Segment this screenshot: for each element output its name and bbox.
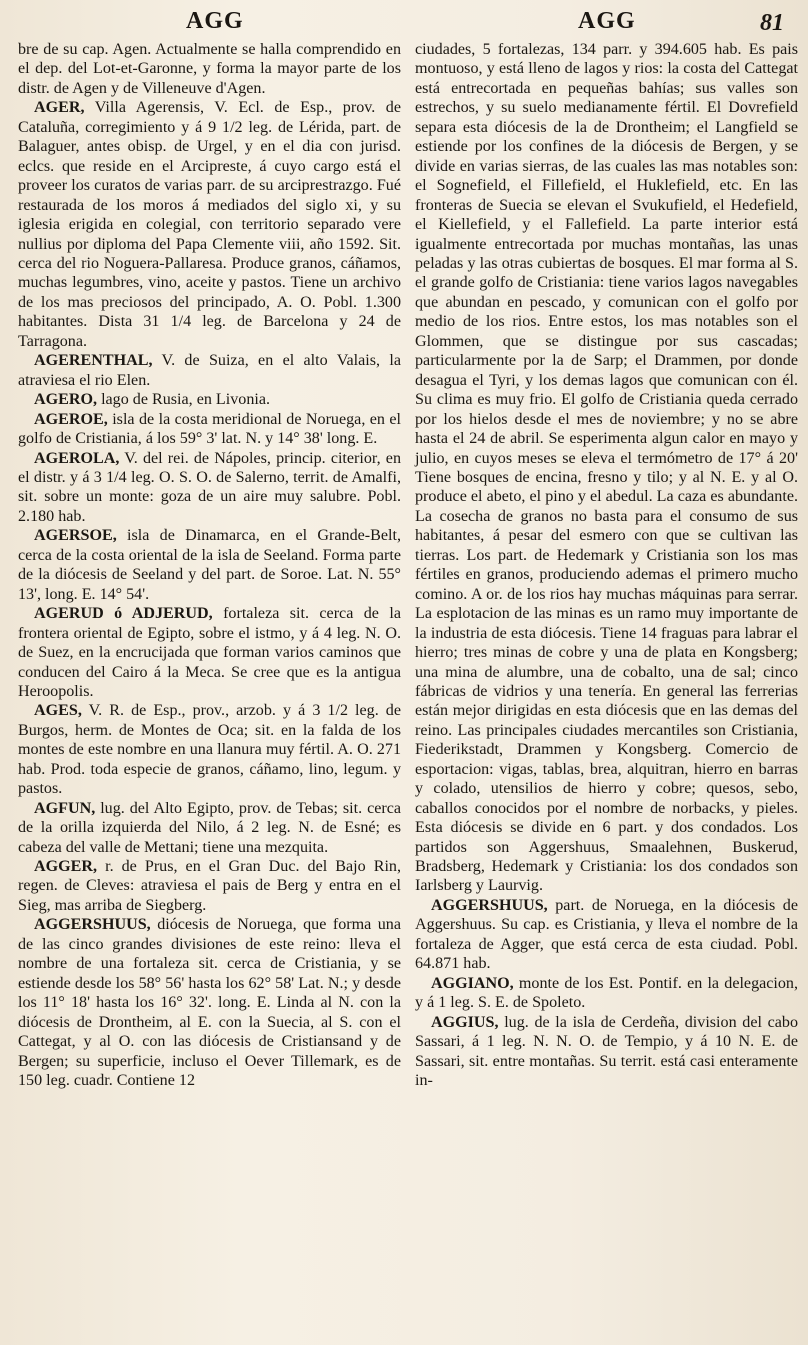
entry-headword: AGGIANO, (431, 974, 514, 992)
entry-headword: AGGERSHUUS, (34, 916, 151, 934)
entry-text: monte de los Est. Pontif. en la delegacion, y á 1 leg. S. E. de Spoleto. (415, 974, 798, 1012)
entry-headword: AGER, (34, 99, 85, 117)
entry-text: bre de su cap. Agen. Actualmente se halla comprendido en el dep. del Lot-et-Garonne, y forma la mayor parte de los distr. de Agen y de Villeneuve d'Agen. (18, 41, 401, 97)
entry-text: V. de Suiza, en el alto Valais, la atraviesa el rio Elen. (18, 352, 401, 389)
entry-headword: AGERUD ó ADJERUD, (34, 605, 213, 623)
entry-text: diócesis de Noruega, que forma una de las cinco grandes divisiones de este reino: lleva el nombre de una fortaleza sit. cerca de Cristiania, y se estiende desde los 58° 56' hasta los 62° 58' Lat. N.; y desde los 11° 18' hasta los 16° 32'. long. E. Linda al N. con la diócesis de Drontheim, al E. con la Suecia, al S. con el Cattegat, y al O. con las diócesis de Cristiansand y de Bergen; su superficie, incluso el Oever Tillemark, es de 150 leg. cuadr. Contiene 12 (18, 916, 401, 1090)
entry-continuation (415, 40, 798, 896)
entry-headword: AGERENTHAL, (34, 352, 153, 370)
entry-text: isla de Dinamarca, en el Grande-Belt, cerca de la costa oriental de la isla de Seeland. Forma parte de la diócesis de Seeland y del part. de Soroe. Lat. N. 55° 13', long. E. 14° 54'. (18, 527, 401, 603)
entry-headword: AGERO, (34, 391, 98, 409)
entry-text: Villa Agerensis, V. Ecl. de Esp., prov. de Cataluña, corregimiento y á 9 1/2 leg. de Lérida, part. de Balaguer, antes obisp. de Urgel, y en el dia con jurisd. eclcs. que reside en el Arcipreste, á cuyo cargo está el proveer los curatos de varias parr. de su arciprestrazgo. Fué restaurada de los moros á mediados del siglo xi, y su iglesia erigida en colegial, con territorio separado vere nullius por diploma del Papa Clemente viii, año 1592. Sit. cerca del rio Noguera-Pallaresa. Produce granos, cáñamos, muchas legumbres, vino, aceite y pastos. Tiene un archivo de los mas preciosos del principado, A. O. Pobl. 1.300 habitantes. Dista 31 1/4 leg. de Barcelona y 24 de Tarragona. (18, 99, 401, 350)
running-head-left: AGG (186, 8, 244, 34)
dictionary-entry (18, 915, 401, 1090)
dictionary-entry (18, 857, 401, 915)
dictionary-entry (18, 351, 401, 390)
dictionary-entry (18, 98, 401, 351)
entry-headword: AGEROLA, (34, 449, 120, 467)
entry-text: r. de Prus, en el Gran Duc. del Bajo Rin, regen. de Cleves: atraviesa el pais de Berg y entra en el Sieg, mas arriba de Siegberg. (18, 858, 401, 914)
entry-continuation (18, 40, 401, 98)
entry-text: fortaleza sit. cerca de la frontera oriental de Egipto, sobre el istmo, y á 4 leg. N. O. de Suez, en la encrucijada que forman varios caminos que conducen del Cairo á la Meca. Se cree que es la antigua Heroopolis. (18, 605, 401, 700)
dictionary-entry (415, 974, 798, 1013)
dictionary-entry (18, 799, 401, 857)
entry-headword: AGES, (34, 702, 82, 720)
entry-text: lago de Rusia, en Livonia. (97, 391, 271, 409)
entry-headword: AGFUN, (34, 799, 96, 817)
dictionary-entry (18, 701, 401, 798)
dictionary-entry (415, 896, 798, 974)
dictionary-entry (18, 604, 401, 701)
page-header (18, 6, 798, 40)
entry-headword: AGERSOE, (34, 527, 117, 545)
entry-text: part. de Noruega, en la diócesis de Aggershuus. Su cap. es Cristiania, y lleva el nombre de la fortaleza de Agger, que está cerca de esta ciudad. Pobl. 64.871 hab. (415, 896, 798, 973)
dictionary-entry (415, 1013, 798, 1091)
text-columns (18, 40, 798, 1090)
entry-text: V. del rei. de Nápoles, princip. citerior, en el distr. y á 3 1/4 leg. O. S. O. de Salerno, territ. de Amalfi, sit. sobre un monte: goza de un aire muy salubre. Pobl. 2.180 hab. (18, 449, 401, 525)
entry-headword: AGEROE, (34, 410, 108, 428)
running-head-right: AGG (578, 8, 636, 34)
dictionary-entry (18, 526, 401, 604)
entry-headword: AGGER, (34, 858, 98, 876)
entry-text: V. R. de Esp., prov., arzob. y á 3 1/2 leg. de Burgos, herm. de Montes de Oca; sit. en la falda de los montes de este nombre en una llanura muy fértil. A. O. 271 hab. Prod. toda especie de granos, cáñamo, lino, legum. y pastos. (18, 702, 401, 798)
entry-text: ciudades, 5 fortalezas, 134 parr. y 394.605 hab. Es pais montuoso, y está lleno de lagos y rios: la costa del Cattegat está entrecortada en pequeñas bahías; sus valles son estrechos, y su suelo medianamente fértil. El Dovrefield separa esta diócesis de la de Drontheim; el Langfield se estiende por los confines de la diócesis de Bergen, y se divide en varias sierras, de las cuales las mas notables son: el Sognefield, el Fillefield, el Huklefield, etc. En las fronteras de Suecia se elevan el Svukufield, el Hedefield, el Kiellefield, y el Fallefield. La parte interior está igualmente entrecortada por muchas montañas, las unas peladas y las otras cubiertas de bosques. El mar forma al S. el grande golfo de Cristiania: tiene varios lagos navegables que abundan en pescado, y comunican con el golfo por medio de los rios. Entre estos, los mas notables son el Glommen, que se distingue por sus cascadas; particularmente por la de Sarp; el Drammen, por donde desagua el Tyri, y los demas lagos que comunican con él. Su clima es muy frio. El golfo de Cristiania queda cerrado por los hielos desde el mes de noviembre; y no se abre hasta el 24 de abril. Se esperimenta algun calor en mayo y julio, en cuyos meses se eleva el termómetro de 17° á 20' Tiene bosques de encina, fresno y tilo; y al N. E. y al O. produce el abeto, el pino y el abedul. La caza es abundante. La cosecha de granos no basta para el consumo de sus habitantes, á pesar del esmero con que se cultivan las tierras. Los part. de Hedemark y Cristiania son los mas fértiles en granos, produciendo ademas el primero mucho comino. A or. de los rios hay muchas máquinas para serrar. La esplotacion de las minas es un ramo muy importante de la industria de esta diócesis. Tiene 14 fraguas para labrar el hierro; tres minas de cobre y una de plata en Kongsberg; una mina de alumbre, una de cobalto, una de sal; cinco fábricas de vidrios y una tenería. En general las ferrerias están mejor dirigidas en esta diócesis que en las demas del reino. Las principales ciudades mercantiles son Cristiania, Fiederikstadt, Drammen y Kongsberg. Comercio de esportacion: vigas, tablas, brea, alquitran, hierro en barras y colado, utensilios de hierro y cobre; quesos, sebo, caballos conocidos por el nombre de norbacks, y pieles. Esta diócesis se divide en 6 part. y dos condados. Los partidos son Aggershuus, Smaalehnen, Buskerud, Bradsberg, Hedemark y Cristiania: los dos condados son Iarlsberg y Laurvig. (415, 41, 798, 895)
dictionary-entry (18, 410, 401, 449)
entry-text: lug. de la isla de Cerdeña, division del cabo Sassari, á 1 leg. N. N. O. de Tempio, y á 10 N. E. de Sassari, sit. entre montañas. Su territ. está casi enteramente in- (415, 1013, 798, 1090)
right-column (415, 40, 798, 1090)
page-number: 81 (760, 10, 784, 36)
entry-text: isla de la costa meridional de Noruega, en el golfo de Cristiania, á los 59° 3' lat. N. y 14° 38' long. E. (18, 410, 401, 448)
dictionary-entry (18, 449, 401, 527)
dictionary-entry (18, 390, 401, 409)
entry-headword: AGGERSHUUS, (431, 896, 548, 914)
entry-headword: AGGIUS, (431, 1013, 499, 1031)
entry-text: lug. del Alto Egipto, prov. de Tebas; sit. cerca de la orilla izquierda del Nilo, á 2 leg. N. de Esné; es cabeza del valle de Mettani; tiene una mezquita. (18, 799, 401, 856)
left-column (18, 40, 401, 1090)
